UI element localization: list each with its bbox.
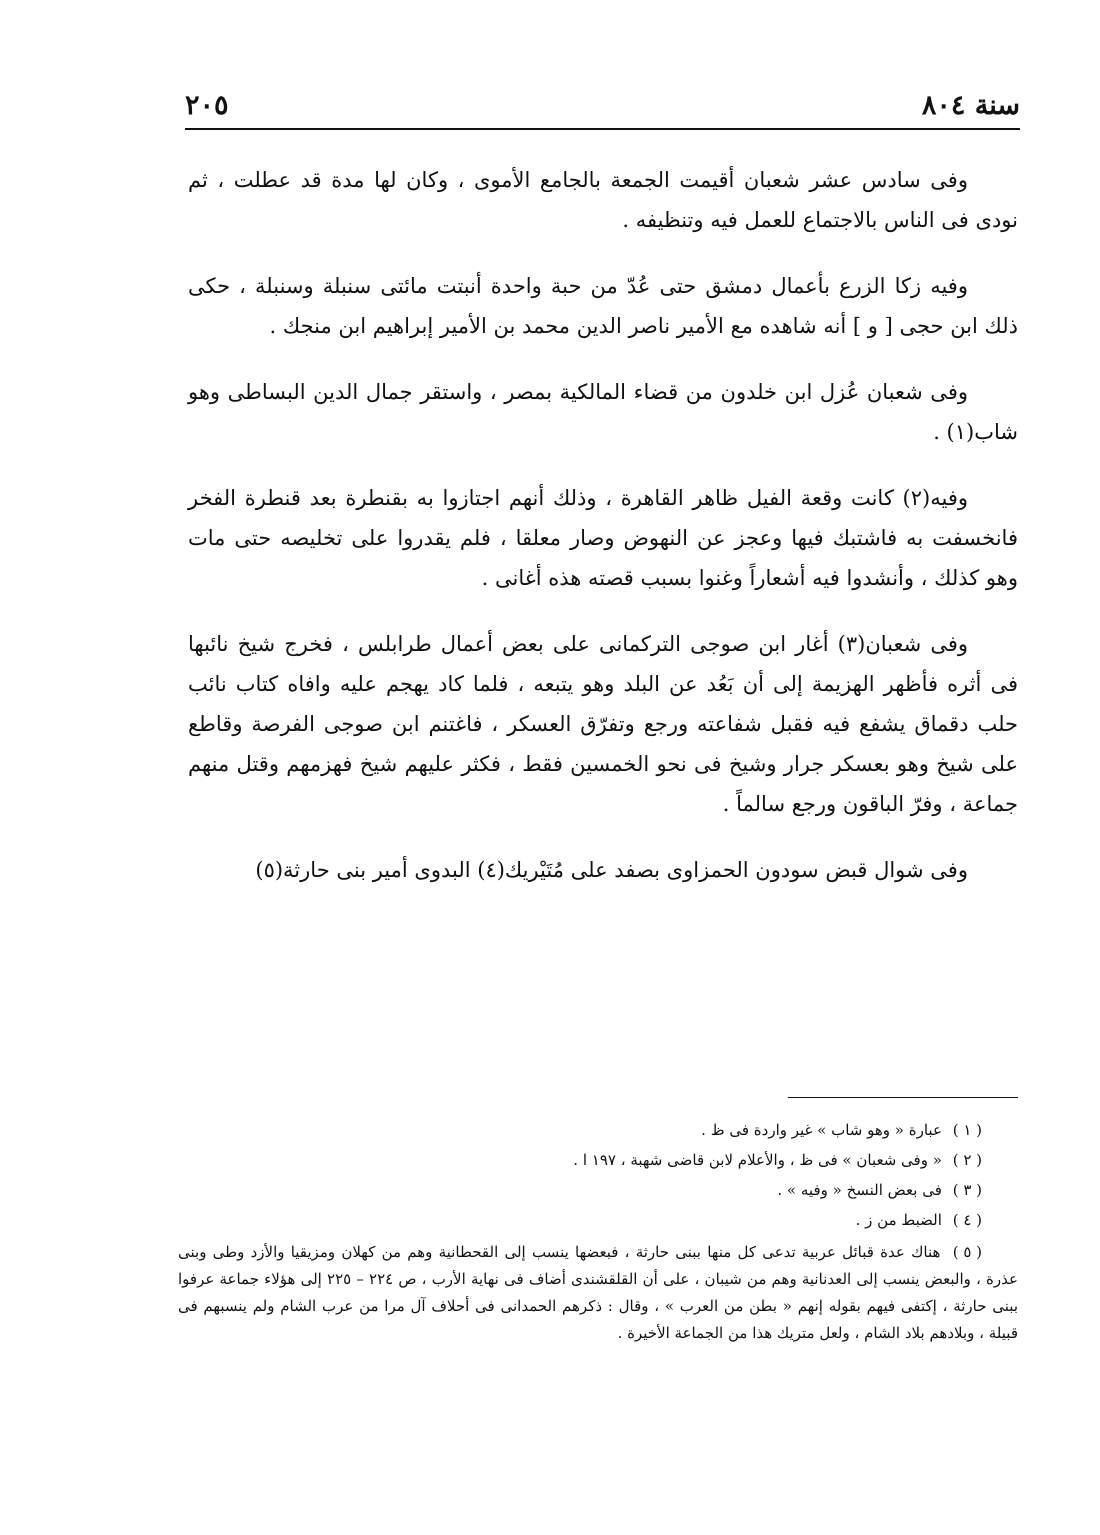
footnote-text: فى بعض النسخ « وفيه » . [777,1181,942,1199]
footnote-number: ( ٢ ) [952,1151,982,1169]
footnote [178,1205,1018,1235]
footnote-text: الضبط من ز . [855,1211,942,1229]
footnotes [178,1115,1018,1347]
footnote [178,1175,1018,1205]
footnote [178,1145,1018,1175]
footnote [178,1115,1018,1145]
footnote-text: هناك عدة قبائل عربية تدعى كل منها ببنى حارثة ، فبعضها ينسب إلى القحطانية وهم من كهلان ومزيقيا والأزد وطى وبنى عذرة ، والبعض ينسب إلى العدنانية وهم من شيبان ، على أن القلقشندى أضاف فى نهاية الأرب ، ص ٢٢٤ – ٢٢٥ إلى هؤلاء جماعة عرفوا ببنى حارثة ، إكتفى فيهم بقوله إنهم « بطن من العرب » ، وقال : ذكرهم الحمدانى فى أحلاف آل مرا من عرب الشام ولم ينسبهم فى قبيلة ، وبلادهم بلاد الشام ، ولعل متريك هذا من الجماعة الأخيرة . [178,1243,1018,1342]
running-header [185,88,1020,128]
header-year-title: سنة ٨٠٤ [921,90,1020,121]
paragraph: وفى شعبان عُزل ابن خلدون من قضاء المالكية بمصر ، واستقر جمال الدين البساطى وهو شاب(١) . [188,380,1018,444]
footnote-number: ( ٥ ) [952,1243,982,1261]
footnote-number: ( ١ ) [952,1121,982,1139]
paragraph: وفى سادس عشر شعبان أقيمت الجمعة بالجامع الأموى ، وكان لها مدة قد عطلت ، ثم نودى فى الناس بالاجتماع للعمل فيه وتنظيفه . [188,168,1018,232]
footnote-separator [788,1097,1018,1098]
paragraph: وفى شعبان(٣) أغار ابن صوجى التركمانى على بعض أعمال طرابلس ، فخرج شيخ نائبها فى أثره فأظهر الهزيمة إلى أن بَعُد عن البلد وهو يتبعه ، فلما كاد يهجم عليه وافاه كتاب نائب حلب دقماق يشفع فيه فقبل شفاعته ورجع وتفرّق العسكر ، فاغتنم ابن صوجى الفرصة وقاطع على شيخ وهو بعسكر جرار وشيخ فى نحو الخمسين فقط ، فكثر عليهم شيخ فهزمهم وقتل منهم جماعة ، وفرّ الباقون ورجع سالماً . [188,632,1018,816]
footnote [178,1239,1018,1347]
footnote-number: ( ٤ ) [952,1211,982,1229]
paragraph: وفيه زكا الزرع بأعمال دمشق حتى عُدّ من حبة واحدة أنبتت مائتى سنبلة وسنبلة ، حكى ذلك ابن حجى [ و ] أنه شاهده مع الأمير ناصر الدين محمد بن الأمير إبراهيم ابن منجك . [188,274,1018,338]
paragraph: وفى شوال قبض سودون الحمزاوى بصفد على مُتَيْريك(٤) البدوى أمير بنى حارثة(٥) [255,858,968,882]
footnote-number: ( ٣ ) [952,1181,982,1199]
page-number: ٢٠٥ [185,90,229,121]
main-text [188,160,1018,916]
paragraph: وفيه(٢) كانت وقعة الفيل ظاهر القاهرة ، وذلك أنهم اجتازوا به بقنطرة بعد قنطرة الفخر فانخسفت به فاشتبك فيها وعجز عن النهوض وصار معلقا ، فلم يقدروا على تخليصه حتى مات وهو كذلك ، وأنشدوا فيه أشعاراً وغنوا بسبب قصته هذه أغانى . [188,486,1018,590]
footnote-text: « وفى شعبان » فى ظ ، والأعلام لابن قاضى شهبة ، ١٩٧ ا . [573,1151,942,1169]
header-rule [185,128,1020,130]
footnote-text: عبارة « وهو شاب » غير واردة فى ظ . [701,1121,942,1139]
